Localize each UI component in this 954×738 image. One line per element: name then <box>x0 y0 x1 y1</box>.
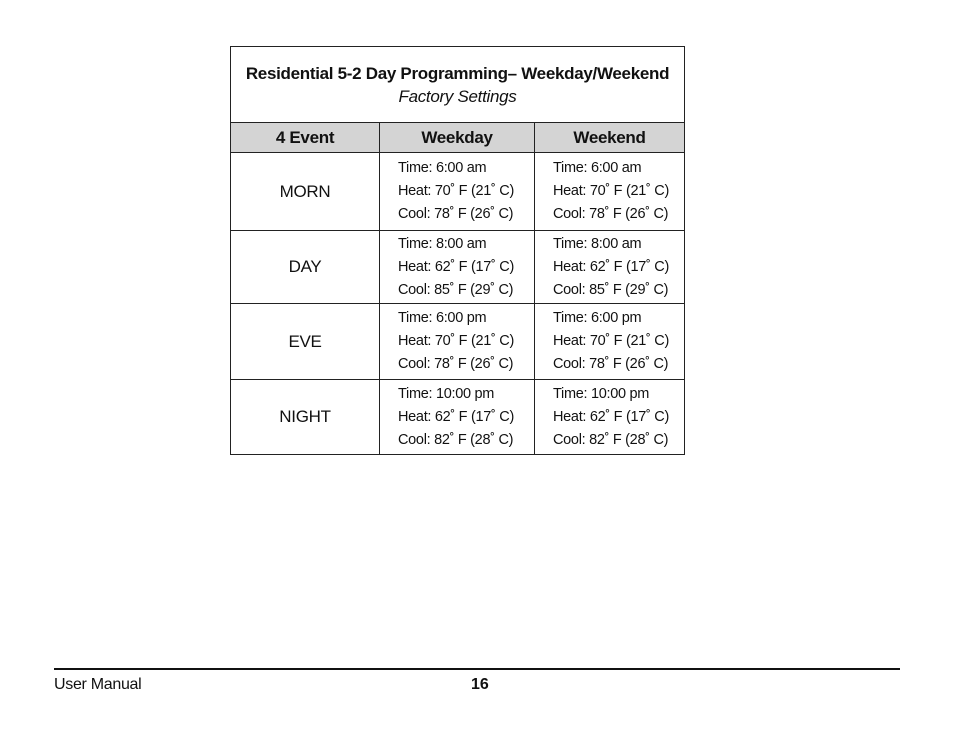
footer-divider <box>54 668 900 670</box>
heat-setting: Heat: 70˚ F (21˚ C) <box>398 183 514 199</box>
time-setting: Time: 10:00 pm <box>398 385 494 402</box>
programming-table <box>230 46 685 455</box>
table-subtitle: Factory Settings <box>398 86 517 106</box>
table-title: Residential 5-2 Day Programming– Weekday/Weekend <box>245 63 670 83</box>
page-number: 16 <box>471 676 489 693</box>
table-row <box>231 304 685 380</box>
cool-setting: Cool: 82˚ F (28˚ C) <box>553 431 669 448</box>
weekend-settings <box>535 231 685 304</box>
heat-setting: Heat: 70˚ F (21˚ C) <box>553 183 669 199</box>
heat-setting: Heat: 62˚ F (17˚ C) <box>398 258 514 275</box>
heat-setting: Heat: 70˚ F (21˚ C) <box>398 333 514 349</box>
cool-setting: Cool: 85˚ F (29˚ C) <box>553 281 669 298</box>
weekday-settings <box>380 304 535 380</box>
heat-setting: Heat: 62˚ F (17˚ C) <box>553 408 669 425</box>
weekend-settings <box>535 153 685 231</box>
weekday-settings <box>380 231 535 304</box>
cool-setting: Cool: 78˚ F (26˚ C) <box>398 206 514 222</box>
table-title-cell <box>231 47 685 123</box>
time-setting: Time: 6:00 pm <box>553 310 642 326</box>
cool-setting: Cool: 85˚ F (29˚ C) <box>398 281 514 298</box>
table-row <box>231 231 685 304</box>
cool-setting: Cool: 78˚ F (26˚ C) <box>553 356 669 372</box>
table-header-row <box>231 123 685 153</box>
time-setting: Time: 10:00 pm <box>553 385 649 402</box>
event-label: MORN <box>231 153 380 231</box>
table-row <box>231 153 685 231</box>
time-setting: Time: 8:00 am <box>553 235 642 252</box>
time-setting: Time: 8:00 am <box>398 235 487 252</box>
weekday-settings <box>380 153 535 231</box>
header-weekday: Weekday <box>380 123 535 153</box>
weekday-settings <box>380 380 535 455</box>
weekend-settings <box>535 304 685 380</box>
heat-setting: Heat: 62˚ F (17˚ C) <box>553 258 669 275</box>
cool-setting: Cool: 78˚ F (26˚ C) <box>398 356 514 372</box>
time-setting: Time: 6:00 pm <box>398 310 487 326</box>
time-setting: Time: 6:00 am <box>398 160 487 176</box>
time-setting: Time: 6:00 am <box>553 160 642 176</box>
header-weekend: Weekend <box>535 123 685 153</box>
table-row <box>231 380 685 455</box>
heat-setting: Heat: 70˚ F (21˚ C) <box>553 333 669 349</box>
footer-manual-label: User Manual <box>54 676 142 693</box>
cool-setting: Cool: 82˚ F (28˚ C) <box>398 431 514 448</box>
heat-setting: Heat: 62˚ F (17˚ C) <box>398 408 514 425</box>
cool-setting: Cool: 78˚ F (26˚ C) <box>553 206 669 222</box>
header-event: 4 Event <box>231 123 380 153</box>
event-label: EVE <box>231 304 380 380</box>
weekend-settings <box>535 380 685 455</box>
event-label: DAY <box>231 231 380 304</box>
event-label: NIGHT <box>231 380 380 455</box>
